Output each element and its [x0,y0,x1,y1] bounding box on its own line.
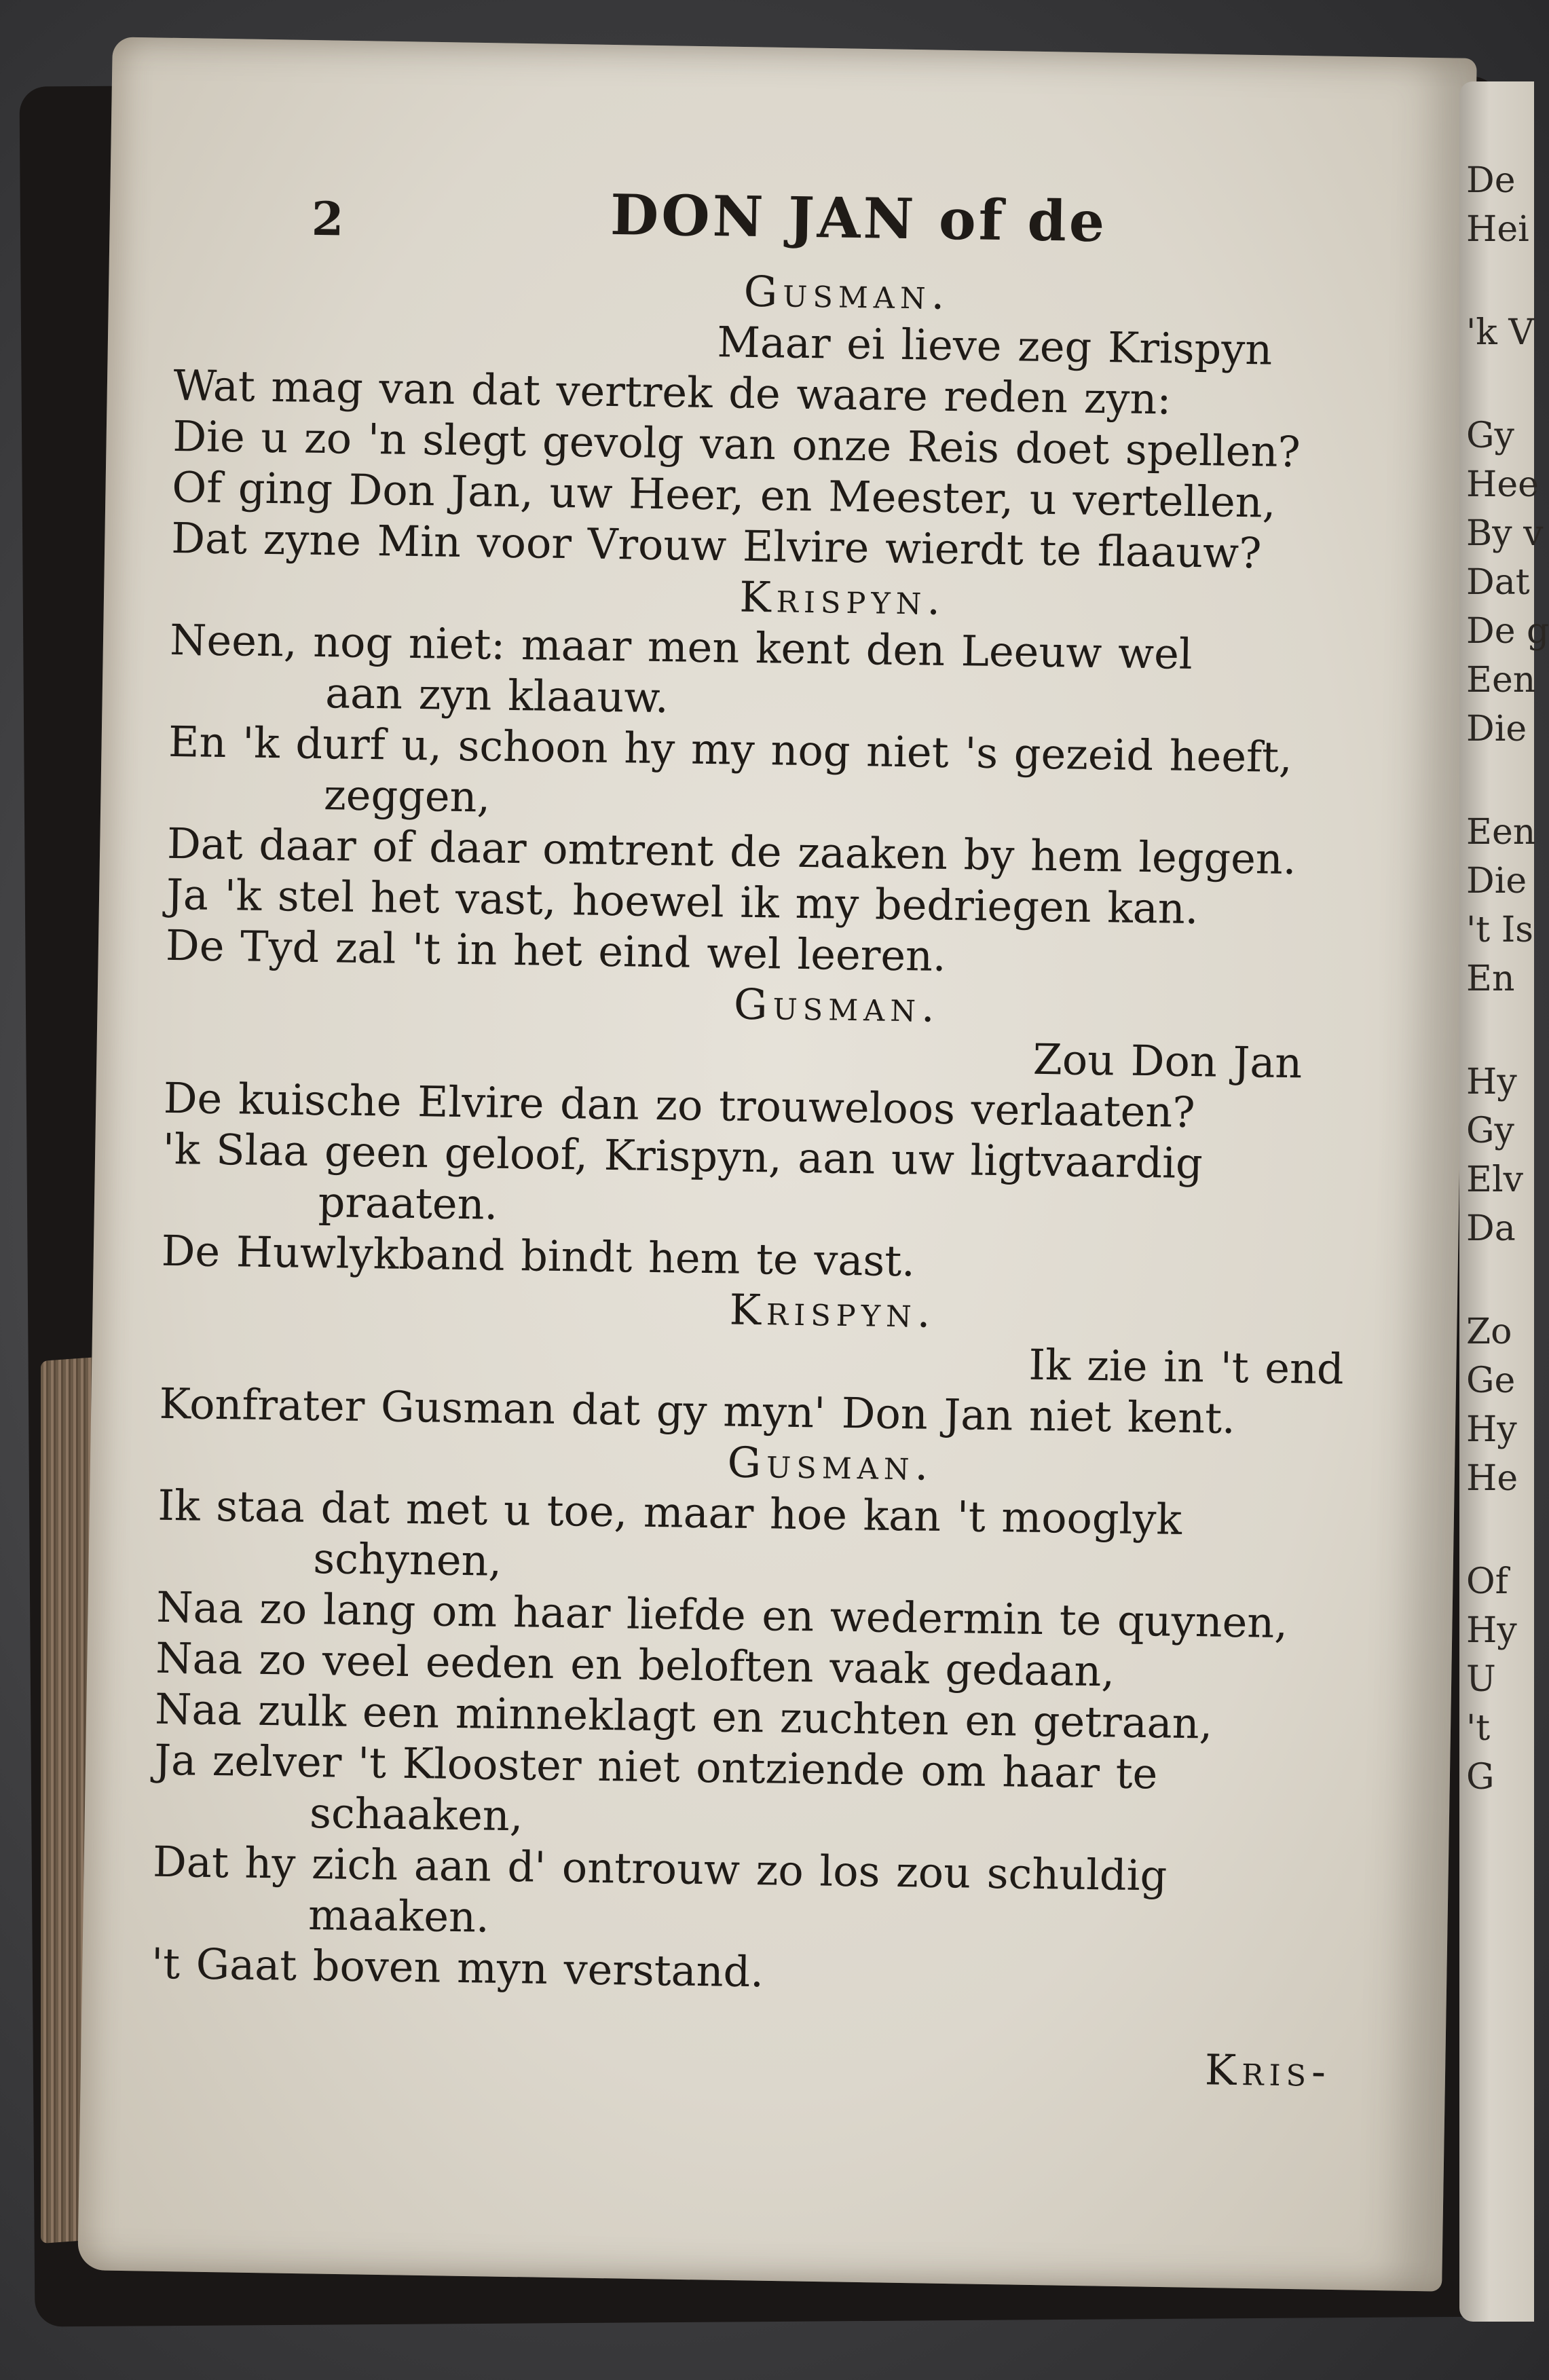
verse-line: Dat hy zich aan d' ontrouw zo los zou schuldig [152,1836,1168,1901]
verse-line: Of ging Don Jan, uw Heer, en Meester, u vertellen, [171,462,1276,527]
facing-page-fragment: Hy [1466,1409,1517,1450]
verse-line: aan zyn klaauw. [324,668,669,723]
facing-page-fragment: De g [1466,611,1549,652]
facing-page-fragment: Zo [1466,1312,1512,1352]
facing-page-fragment: 'k V [1466,312,1534,353]
facing-page-fragment: 't Is [1466,910,1533,950]
page-text [150,170,1385,2098]
verse-line: praaten. [318,1177,498,1229]
verse-line: maaken. [307,1889,490,1942]
facing-page-text [1466,156,1549,1802]
verse-line: De kuische Elvire dan zo trouweloos verlaaten? [163,1073,1196,1138]
facing-page-fragment: Hei [1466,209,1529,250]
verse-line: Dat daar of daar omtrent de zaaken by hem leggen. [166,818,1296,885]
verse-line: Ik zie in 't end [1028,1339,1345,1394]
facing-page-fragment: Een [1466,812,1536,853]
facing-page-fragment: En [1466,959,1515,999]
facing-page-fragment: Die [1466,709,1527,749]
verse-line: Ik staa dat met u toe, maar hoe kan 't mooglyk [157,1480,1182,1544]
page-number: 2 [311,191,344,247]
verse-line: Konfrater Gusman dat gy myn' Don Jan niet kent. [159,1378,1236,1443]
verse-line: Naa zo lang om haar liefde en wedermin te quynen, [155,1582,1288,1648]
verse-line: schynen, [312,1533,502,1586]
verse-line: Naa zo veel eeden en beloften vaak gedaan, [155,1633,1115,1696]
facing-page-fragment: Hee [1466,464,1539,505]
facing-page-fragment: Dat [1466,562,1530,603]
verse-line: Wat mag van dat vertrek de waare reden zyn: [173,360,1172,424]
verse-line: De Tyd zal 't in het eind wel leeren. [165,920,947,981]
facing-page-fragment: Elv [1466,1159,1523,1200]
verse-line: 't Gaat boven myn verstand. [151,1938,764,1997]
facing-page-fragment: Gy [1466,1111,1514,1151]
verse-line: Naa zulk een minneklagt en zuchten en getraan, [154,1684,1213,1749]
facing-page-fragment [1466,1503,1527,1557]
facing-page-fragment: Ge [1466,1360,1516,1401]
verse-line: 'k Slaa geen geloof, Krispyn, aan uw ligtvaardig [162,1123,1203,1189]
facing-page-fragment: He [1466,1458,1518,1499]
facing-page-fragment: U [1466,1659,1496,1700]
facing-page-fragment: Hy [1466,1610,1517,1651]
verse-line: zeggen, [323,770,491,822]
facing-page-fragment: Hy [1466,1062,1517,1102]
facing-page-fragment: De [1466,160,1516,201]
verse-line: Ja zelver 't Klooster niet ontziende om haar te [153,1734,1158,1799]
catchword: Kris- [1204,2045,1332,2097]
play-text [151,258,1383,2006]
speaker-name: Krispyn. [729,1284,937,1337]
facing-page-fragment [1466,254,1527,308]
verse-line: Maar ei lieve zeg Krispyn [717,317,1273,375]
facing-page-fragment [1466,1003,1527,1058]
running-title: DON JAN of de [610,182,1108,255]
facing-page-fragment: 't [1466,1708,1491,1749]
speaker-name: Gusman. [743,266,950,319]
verse-line: Neen, nog niet: maar men kent den Leeuw wel [169,614,1193,679]
verse-line: Dat zyne Min voor Vrouw Elvire wierdt te flaauw? [170,513,1262,578]
facing-page-fragment: Gy [1466,415,1514,456]
verse-line: Ja 'k stel het vast, hoewel ik my bedriegen kan. [166,869,1199,934]
facing-page-fragment [1466,357,1527,411]
facing-page-fragment: Die [1466,861,1527,901]
facing-page-fragment: By v [1466,513,1544,554]
verse-line: En 'k durf u, schoon hy my nog niet 's gezeid heeft, [168,716,1293,783]
facing-page-fragment [1466,754,1527,808]
verse-line: De Huwlykband bindt hem te vast. [161,1225,916,1286]
facing-page-fragment: Da [1466,1208,1516,1249]
facing-page-fragment: Een [1466,660,1536,701]
verse-line: Zou Don Jan [1032,1034,1303,1088]
page-header [175,170,1385,275]
speaker-name: Krispyn. [739,572,946,625]
verse-line: schaaken, [309,1787,524,1841]
facing-page-fragment: Of [1466,1561,1508,1602]
speaker-name: Gusman. [733,979,941,1032]
facing-page-fragment [1466,1253,1527,1307]
facing-page-fragment: G [1466,1757,1495,1798]
verse-line: Die u zo 'n slegt gevolg van onze Reis doet spellen? [172,411,1301,477]
speaker-name: Gusman. [727,1437,934,1490]
